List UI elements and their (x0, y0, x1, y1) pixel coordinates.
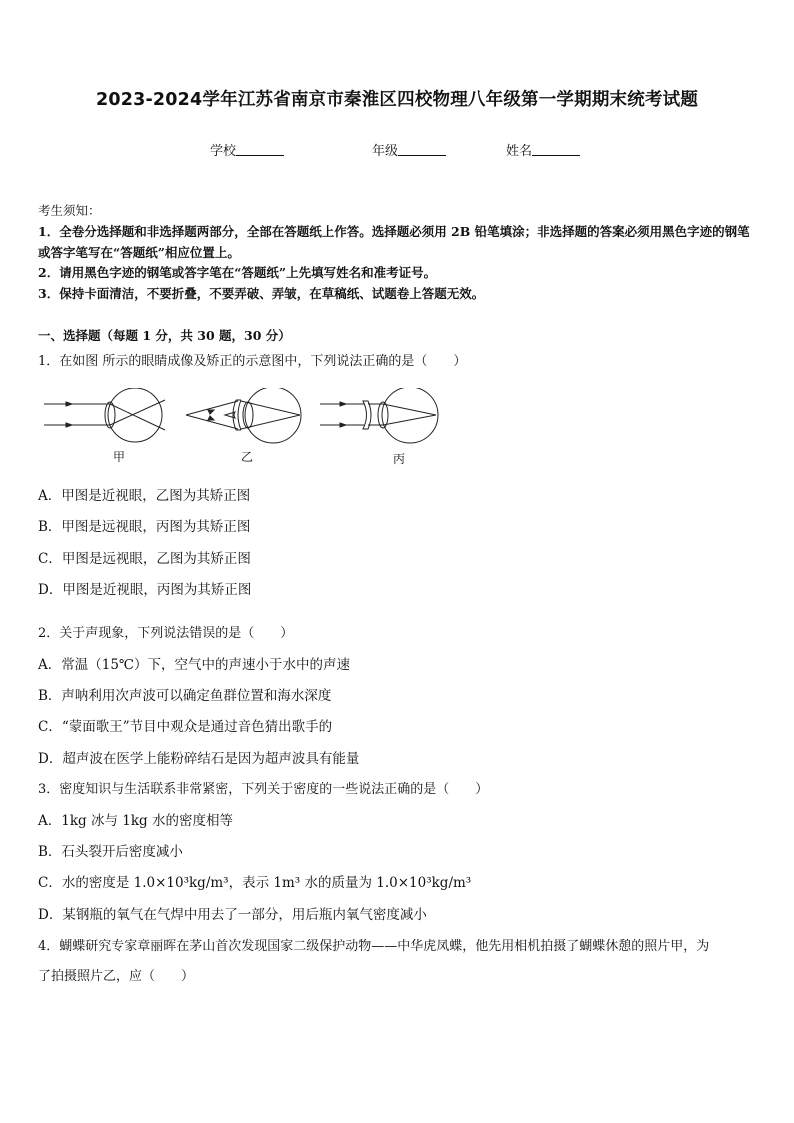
option-a: A．甲图是近视眼，乙图为其矫正图 (38, 488, 251, 504)
school-field (210, 140, 284, 159)
option-c: C．甲图是远视眼，乙图为其矫正图 (38, 551, 251, 567)
name-blank (532, 143, 580, 156)
grade-label: 年级 (372, 144, 399, 159)
option-c: C．“蒙面歌王”节目中观众是通过音色猜出歌手的 (38, 719, 333, 735)
figure-label-jia: 甲 (113, 450, 126, 464)
school-blank (236, 143, 284, 156)
option-d: D．某钢瓶的氧气在气焊中用去了一部分，用后瓶内氧气密度减小 (38, 907, 427, 923)
name-field (506, 140, 580, 159)
notice-heading: 考生须知： (38, 203, 101, 218)
option-d: D．超声波在医学上能粉碎结石是因为超声波具有能量 (38, 751, 360, 767)
option-a: A．1kg 冰与 1kg 水的密度相等 (38, 813, 233, 829)
page-title: 2023-2024学年江苏省南京市秦淮区四校物理八年级第一学期期末统考试题 (95, 90, 699, 110)
question-stem-cont: 了拍摄照片乙，应（ ） (38, 969, 195, 984)
option-a: A．常温（15℃）下，空气中的声速小于水中的声速 (38, 657, 351, 673)
figure-label-bing: 丙 (393, 452, 406, 466)
option-c: C．水的密度是 1.0×10³kg/m³，表示 1m³ 水的质量为 1.0×10³kg/m³ (38, 875, 472, 891)
eye-diagram (38, 388, 458, 472)
question-stem: 2．关于声现象，下列说法错误的是（ ） (38, 626, 294, 641)
question-stem: 1．在如图 所示的眼睛成像及矫正的示意图中，下列说法正确的是（ ） (38, 354, 467, 369)
name-label: 姓名 (506, 144, 533, 159)
grade-blank (398, 143, 446, 156)
notice-item: 1．全卷分选择题和非选择题两部分，全部在答题纸上作答。选择题必须用 2B 铅笔填涂；非选择题的答案必须用黑色字迹的钢笔或答字笔写在“答题纸”相应位置上。 (38, 224, 750, 260)
school-label: 学校 (210, 144, 237, 159)
option-d: D．甲图是近视眼，丙图为其矫正图 (38, 582, 252, 598)
notice-item: 3．保持卡面清洁，不要折叠，不要弄破、弄皱，在草稿纸、试题卷上答题无效。 (38, 286, 485, 301)
option-b: B．石头裂开后密度减小 (38, 844, 183, 860)
figure-label-yi: 乙 (241, 450, 254, 464)
option-b: B．甲图是远视眼，丙图为其矫正图 (38, 519, 251, 535)
question-stem: 4．蝴蝶研究专家章丽晖在茅山首次发现国家二级保护动物——中华虎凤蝶，他先用相机拍摄了蝴蝶休憩的照片甲，为 (38, 939, 710, 954)
notice-item: 2．请用黑色字迹的钢笔或答字笔在“答题纸”上先填写姓名和准考证号。 (38, 265, 437, 280)
question-stem: 3．密度知识与生活联系非常紧密，下列关于密度的一些说法正确的是（ ） (38, 782, 489, 797)
section-heading: 一、选择题（每题 1 分，共 30 题，30 分） (38, 328, 291, 343)
option-b: B．声呐利用次声波可以确定鱼群位置和海水深度 (38, 688, 332, 704)
grade-field (372, 140, 446, 159)
